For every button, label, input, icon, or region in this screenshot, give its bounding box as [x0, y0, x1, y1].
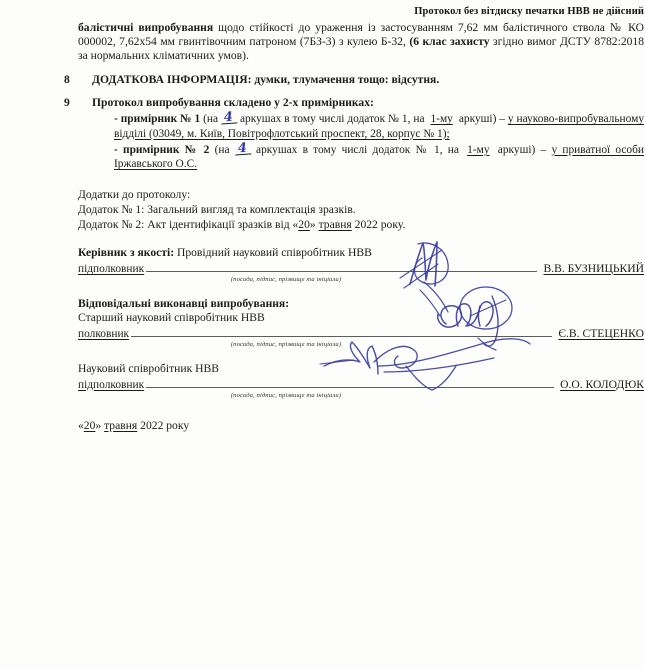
- quality-manager-label: Керівник з якості:: [78, 246, 175, 260]
- paragraph-bold-tail: (6 клас захисту: [409, 35, 490, 49]
- subitem-1-sheet-field: 1-му: [430, 113, 453, 126]
- quality-manager-name: В.В. БУЗНИЦЬКИЙ: [543, 261, 644, 275]
- date-close-quote: »: [95, 418, 102, 432]
- date-day: 20: [83, 418, 96, 432]
- quality-manager-title: [78, 246, 644, 261]
- researcher-signature-line: [78, 378, 644, 391]
- subitem-2-handwritten-sheets: 4: [234, 143, 251, 155]
- senior-researcher-name: Є.В. СТЕЦЕНКО: [558, 327, 644, 341]
- quality-manager-rank: підполковник: [78, 262, 145, 275]
- paragraph-rest: щодо стійкості до ураження із застосуванням 7,62 мм балістичного ствола № КО 000002, 7,62x54 мм гвинтівочним патроном (7БЗ-3) з кулею Б-32,: [78, 21, 644, 49]
- researcher-rank: підполковник: [78, 378, 145, 391]
- subitem-1-prefix: - примірник № 1: [114, 113, 201, 126]
- signature-block-quality-manager: [78, 246, 644, 283]
- subitem-2-mid-c: аркуші) –: [492, 143, 552, 156]
- item-8-label: ДОДАТКОВА ІНФОРМАЦІЯ: [92, 72, 248, 86]
- senior-researcher-rank: полковник: [78, 328, 130, 341]
- appendices-section: [78, 187, 644, 232]
- researcher-name: О.О. КОЛОДЮК: [560, 377, 644, 391]
- appendix-item-2: Додаток № 2: Акт ідентифікації зразків від «20» травня 2022 року.: [78, 218, 406, 232]
- signature-rule: [131, 335, 552, 337]
- item-8-text: : думки, тлумачення тощо: відсутня.: [247, 72, 440, 86]
- appendix-2-day: 20: [298, 218, 310, 232]
- document-content: [64, 6, 645, 432]
- signature-rule: [146, 386, 554, 388]
- responsible-executors-heading: [78, 297, 644, 312]
- subitem-2-mid-b: аркушах в тому числі додаток № 1, на: [250, 143, 465, 156]
- signature-rule: [146, 270, 537, 272]
- item-9-body: [92, 96, 644, 171]
- subitem-2-sheet-field: 1-му: [467, 143, 490, 156]
- numbered-item-9: [64, 96, 645, 171]
- subitem-copy-1: [92, 112, 644, 140]
- appendix-item-1: Додаток № 1: Загальний вигляд та комплектація зразків.: [78, 203, 356, 217]
- subitem-1-mid-b: аркушах в тому числі додаток № 1, на: [237, 113, 428, 126]
- item-9-label: Протокол випробування складено у 2-х примірниках:: [92, 96, 374, 110]
- appendices-title: Додатки до протоколу:: [78, 188, 191, 202]
- signature-caption: (посада, підпис, прізвище та ініціали): [230, 341, 342, 349]
- item-9-number: 9: [64, 96, 70, 110]
- signature-block-researcher: [78, 362, 644, 399]
- subitem-1-mid-c: аркуші) –: [455, 113, 508, 126]
- date-open-quote: «: [78, 418, 84, 432]
- senior-researcher-position: Старший науковий співробітник НВВ: [78, 311, 265, 325]
- numbered-item-8: [64, 72, 644, 87]
- responsible-executors-label: Відповідальні виконавці випробування:: [78, 296, 290, 310]
- signature-block-senior-researcher: [78, 297, 644, 348]
- subitem-1-location: у науково-випробувальному відділі (03049, м. Київ, Повітрофлотський проспект, 28, корпус № 1);: [114, 113, 645, 140]
- item-8-number: 8: [64, 72, 70, 86]
- quality-manager-signature-line: [78, 262, 644, 275]
- date-year: 2022 року: [140, 418, 190, 432]
- subitem-copy-2: [92, 140, 645, 171]
- item-8-body: [92, 73, 644, 87]
- signature-caption: (посада, підпис, прізвище та ініціали): [230, 391, 342, 399]
- subitem-2-prefix: - примірник № 2: [114, 143, 210, 156]
- appendix-2-month: травня: [318, 218, 352, 232]
- senior-researcher-signature-line: [78, 327, 644, 340]
- researcher-position: Науковий співробітник НВВ: [78, 362, 219, 376]
- paragraph-last-line: згідно вимог ДСТУ 8782:2018 за нормальних кліматичних умов).: [78, 35, 645, 63]
- paragraph-lead-bold: балістичні випробування: [78, 21, 214, 34]
- subitem-1-mid-a: (на: [200, 113, 222, 126]
- quality-manager-position: Провідний науковий співробітник НВВ: [174, 246, 372, 260]
- date-month: травня: [104, 418, 138, 432]
- header-validity-note: Протокол без вітдиску печатки НВВ не дійсний: [414, 6, 644, 17]
- document-date: [78, 419, 644, 432]
- subitem-1-handwritten-sheets: 4: [221, 113, 238, 125]
- intro-paragraph: [78, 21, 644, 64]
- signature-caption: (посада, підпис, прізвище та ініціали): [230, 275, 342, 283]
- subitem-2-mid-a: (на: [209, 143, 235, 156]
- subitem-2-location: у приватної особи Іржавського О.С.: [114, 143, 645, 171]
